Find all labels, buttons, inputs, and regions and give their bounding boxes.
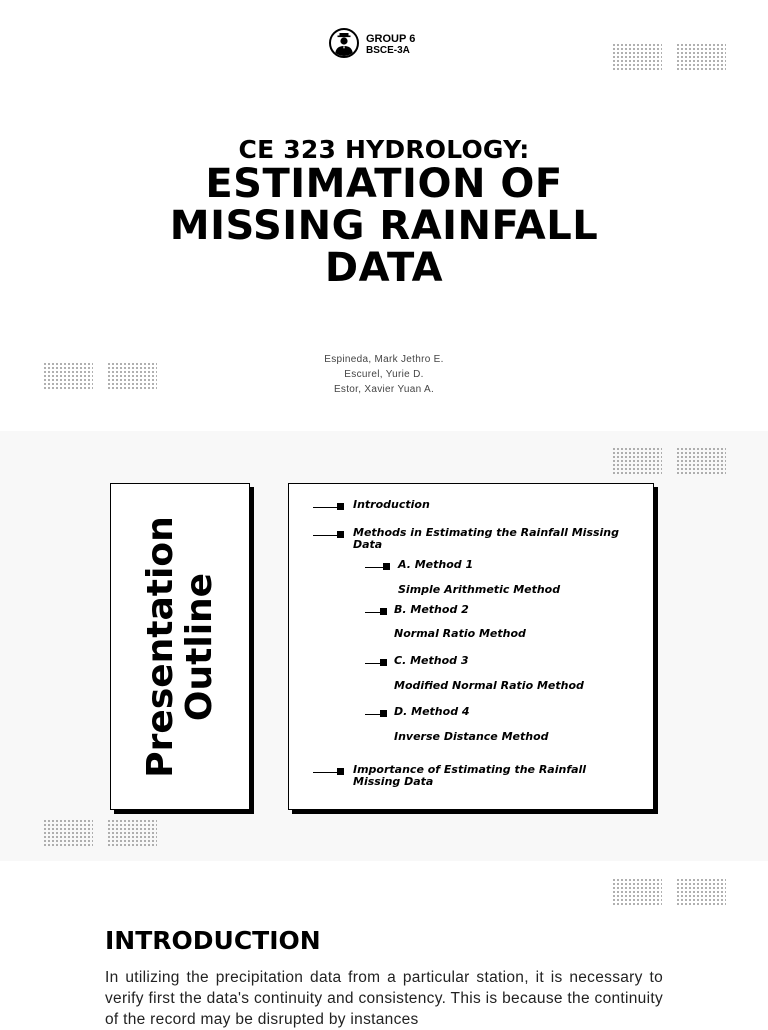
introduction-paragraph: In utilizing the precipitation data from a particular station, it is necessary to verify first the data's continuity and consistency. This is because the continuity of the record may be disrupted by instances (105, 969, 663, 1028)
outline-item-importance-line-2: Missing Data (353, 775, 434, 788)
page-title (120, 163, 648, 289)
outline-item-importance (353, 764, 586, 788)
group-label (366, 34, 415, 56)
author-name: Espineda, Mark Jethro E. (324, 354, 444, 365)
author-name: Estor, Xavier Yuan A. (333, 384, 435, 395)
outline-item-method-2: B. Method 2 (394, 603, 469, 616)
outline-item-introduction: Introduction (353, 498, 430, 511)
outline-heading-line-1: Presentation (140, 515, 181, 778)
outline-item-method-3-name: Modified Normal Ratio Method (394, 679, 584, 692)
title-line-2: MISSING RAINFALL (169, 203, 599, 249)
bullet-marker (313, 503, 344, 513)
author-list (234, 352, 534, 397)
outline-item-method-1: A. Method 1 (398, 558, 474, 571)
bullet-marker (313, 768, 344, 778)
title-line-1: ESTIMATION OF (205, 161, 563, 207)
group-name: GROUP 6 (366, 33, 416, 45)
outline-item-methods (353, 527, 619, 551)
outline-item-importance-line-1: Importance of Estimating the Rainfall (353, 763, 587, 776)
decorative-dots (43, 819, 93, 847)
title-line-3: DATA (324, 245, 444, 291)
bullet-marker (365, 710, 387, 720)
decorative-dots (612, 447, 662, 475)
outline-item-method-4: D. Method 4 (394, 705, 470, 718)
outline-heading (141, 516, 219, 777)
decorative-dots (612, 878, 662, 906)
decorative-dots (43, 362, 93, 390)
outline-heading-line-2: Outline (179, 572, 220, 721)
decorative-dots (676, 878, 726, 906)
decorative-dots (612, 43, 662, 71)
decorative-dots (676, 43, 726, 71)
introduction-heading: INTRODUCTION (105, 926, 321, 955)
bullet-marker (313, 531, 344, 541)
outline-item-method-1-name: Simple Arithmetic Method (398, 583, 561, 596)
author-name: Escurel, Yurie D. (344, 369, 424, 380)
outline-heading-card (110, 483, 250, 810)
outline-item-method-2-name: Normal Ratio Method (394, 627, 526, 640)
outline-item-method-4-name: Inverse Distance Method (394, 730, 549, 743)
person-avatar-icon (331, 30, 357, 56)
group-section: BSCE-3A (366, 45, 410, 56)
bullet-marker (365, 608, 387, 618)
decorative-dots (107, 819, 157, 847)
bullet-marker (365, 563, 390, 573)
course-title: CE 323 HYDROLOGY: (238, 135, 530, 164)
outline-item-methods-line-1: Methods in Estimating the Rainfall Missing (353, 526, 620, 539)
outline-item-method-3: C. Method 3 (394, 654, 469, 667)
decorative-dots (676, 447, 726, 475)
group-logo (329, 28, 359, 58)
outline-item-methods-line-2: Data (353, 538, 383, 551)
bullet-marker (365, 659, 387, 669)
decorative-dots (107, 362, 157, 390)
outline-list-card (288, 483, 654, 810)
